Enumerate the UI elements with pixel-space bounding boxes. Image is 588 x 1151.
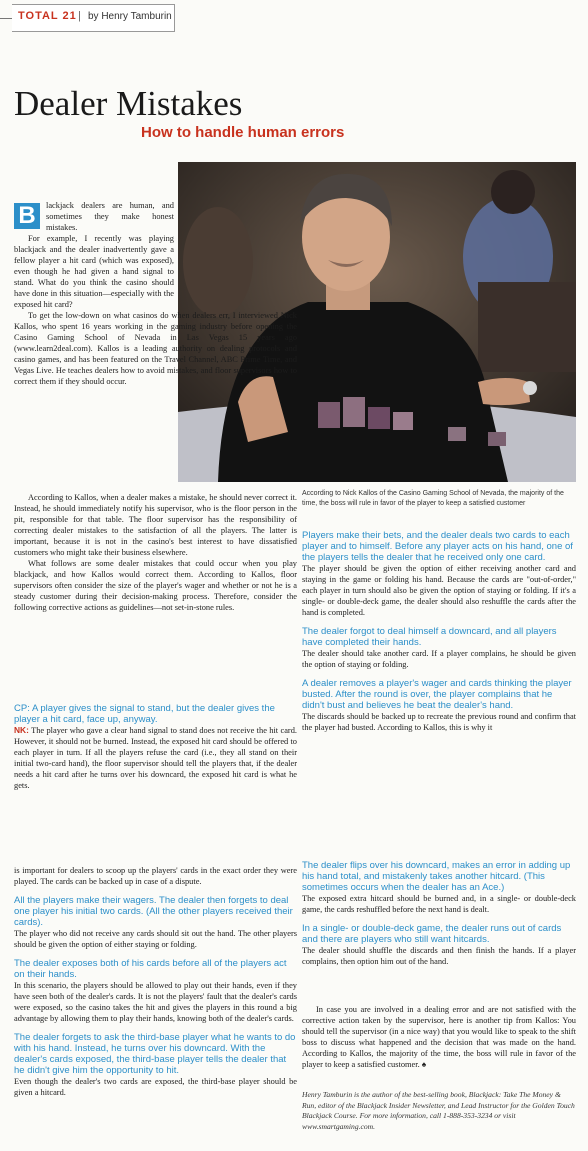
section-one-card <box>302 530 576 618</box>
intro-paragraph: What follows are some dealer mistakes that could occur when you play blackjack, and how Kallos would correct them. According to Kallos, floor supervisors often consider the size of the player's wager and whether or not he is a steady customer during their decision-making process. Therefore, consider the following corrective actions as guidelines—not set-in-stone rules. <box>14 559 297 612</box>
article-body-left-top <box>14 492 297 613</box>
magazine-section-name: TOTAL 21 <box>18 10 77 22</box>
section-heading: The dealer forgets to ask the third-base player what he wants to do with his hand. Instead, he turns over his downcard. With the dealer's cards exposed, the third-base player tells the dealer that he didn't give him the opportunity to hit. <box>14 1032 296 1076</box>
section-cp <box>14 703 297 791</box>
section-heading: The dealer forgot to deal himself a downcard, and all players have completed their hands. <box>302 626 557 648</box>
section-removed-wager <box>302 678 576 733</box>
section-body: The dealer should take another card. If a player complains, he should be given the option of staying or folding. <box>302 649 576 669</box>
closing-paragraph <box>302 1004 576 1070</box>
header-separator: | <box>78 10 81 22</box>
article-body-right-top <box>302 530 576 733</box>
section-heading: The dealer flips over his downcard, makes an error in adding up his hand total, and mistakenly takes another hitcard. (This sometimes occurs when the dealer has an Ace.) <box>302 860 571 893</box>
article-title: Dealer Mistakes <box>14 84 243 123</box>
section-body-text: The player who gave a clear hand signal to stand does not receive the hit card. However, it should not be burned. Instead, the exposed hit card should be offered to each player in turn. If all the players refuse the card (i.e., they all stand on their initial two-card hand), the floor supervisor should tell the players that, if the dealer needs a hit card after he turns over his downcard, the exposed hit card is what he gets. <box>14 726 297 790</box>
article-subtitle: How to handle human errors <box>141 124 345 141</box>
section-no-downcard <box>302 626 576 670</box>
section-missed-player <box>14 895 297 950</box>
section-body: Even though the dealer's two cards are exposed, the third-base player should be given a hitcard. <box>14 1077 297 1097</box>
section-heading: All the players make their wagers. The dealer then forgets to deal one player his initial two cards. (All the other players received their cards). <box>14 895 293 928</box>
article-body-right-bottom <box>302 860 576 967</box>
section-body-continued: is important for dealers to scoop up the players' cards in the exact order they were played. The cards can be backed up in case of a dispute. <box>14 866 297 886</box>
intro-paragraph: According to Kallos, when a dealer makes a mistake, he should never correct it. Instead, he should immediately notify his supervisor, who is the floor person in the pit, responsible for that table. The floor supervisor has the responsibility of correcting dealer mistakes to the satisfaction of all the players. The latter is important, because it is not in the casino's best interest to have dissatisfied customers who might take their business elsewhere. <box>14 493 297 557</box>
header-rule <box>0 18 12 19</box>
answer-label: NK: <box>14 725 29 735</box>
photo-caption: According to Nick Kallos of the Casino Gaming School of Nevada, the majority of the time, the boss will rule in favor of the player to keep a satisfied customer <box>302 490 564 507</box>
spade-end-icon: ♠ <box>421 1060 427 1069</box>
section-heading: In a single- or double-deck game, the dealer runs out of cards and there are players who still want hitcards. <box>302 923 562 945</box>
intro-paragraph: For example, I recently was playing blackjack and the dealer inadvertently gave a fellow player a hit card (which was exposed), even though he had given a hand signal to stand. What do you think the casino should have done in this situation—especially with the exposed hit card? <box>14 234 174 309</box>
section-out-of-cards <box>302 923 576 967</box>
closing-text: In case you are involved in a dealing error and are not satisfied with the corrective action taken by the supervisor, here is another tip from Kallos: You should tell the supervisor (in a nice way) that you would like to speak to the shift boss to discuss what happened and the decision that was made on the hand. According to Kallos, the majority of the time, the boss will rule in favor of the player to keep a satisfied customer. <box>302 1005 576 1069</box>
section-body: The exposed extra hitcard should be burned and, in a single- or double-deck game, the cards reshuffled before the next hand is dealt. <box>302 894 576 914</box>
section-miscount <box>302 860 576 915</box>
section-body: The player should be given the option of either receiving another card and staying in the game or folding his hand. Because the cards are "out-of-order," each player in turn should also be given the option of staying or folding. If it's a single- or double-deck game, the dealer should also reshuffle the cards after the hand is completed. <box>302 564 576 617</box>
section-body: In this scenario, the players should be allowed to play out their hands, even if they have seen both of the dealer's cards. It is not the players' fault that the dealer's cards were exposed, so the casino takes the hit and gives the players in this round a big advantage by allowing them to play their hands, knowing both of the dealer's cards. <box>14 981 297 1023</box>
section-body: The dealer should shuffle the discards and then finish the hands. If a player complains, then option him out of the hand. <box>302 946 576 966</box>
intro-column <box>14 200 297 387</box>
section-body: The player who did not receive any cards should sit out the hand. The other players should be given the option of either staying or folding. <box>14 929 297 949</box>
intro-paragraph: lackjack dealers are human, and sometimes they make honest mistakes. <box>46 201 174 232</box>
section-heading: Players make their bets, and the dealer deals two cards to each player and to himself. Before any player acts on his hand, one of the players tells the dealer that he received only one card. <box>302 530 573 563</box>
section-heading: CP: A player gives the signal to stand, but the dealer gives the player a hit card, face up, anyway. <box>14 703 275 725</box>
section-third-base <box>14 1032 297 1098</box>
section-body <box>14 725 297 791</box>
section-exposed-cards <box>14 958 297 1024</box>
article-body-left-bottom <box>14 865 297 1098</box>
drop-cap: B <box>14 203 40 229</box>
closing-paragraph-block <box>302 1004 576 1070</box>
section-heading: The dealer exposes both of his cards before all of the players act on their hands. <box>14 958 287 980</box>
section-heading: A dealer removes a player's wager and cards thinking the player busted. After the round is over, the player complains that he didn't bust and believes he beat the dealer's hand. <box>302 678 572 711</box>
author-byline: by Henry Tamburin <box>88 11 172 22</box>
intro-paragraph: To get the low-down on what casinos do when dealers err, I interviewed Nick Kallos, who spent 16 years working in the gaming industry before opening the Casino Gaming School of Nevada in Las Vegas 15 years ago (www.learn2deal.com). Kallos is a leading authority on dealing protocols and casino games, and has been featured on the Travel Channel, ABC Prime Time, and Vegas Live. He teaches dealers how to avoid mistakes, and floor supervisors how to correct them if they should occur. <box>14 311 297 386</box>
author-bio: Henry Tamburin is the author of the best-selling book, Blackjack: Take The Money & Run, editor of the Blackjack Insider Newsletter, and Lead Instructor for the Golden Touch Blackjack Course. For more information, call 1-888-353-3234 or visit www.smartgaming.com. <box>302 1090 575 1131</box>
page-header <box>0 0 588 34</box>
section-body: The discards should be backed up to recreate the previous round and confirm that the player had busted. According to Kallos, this is why it <box>302 712 576 732</box>
